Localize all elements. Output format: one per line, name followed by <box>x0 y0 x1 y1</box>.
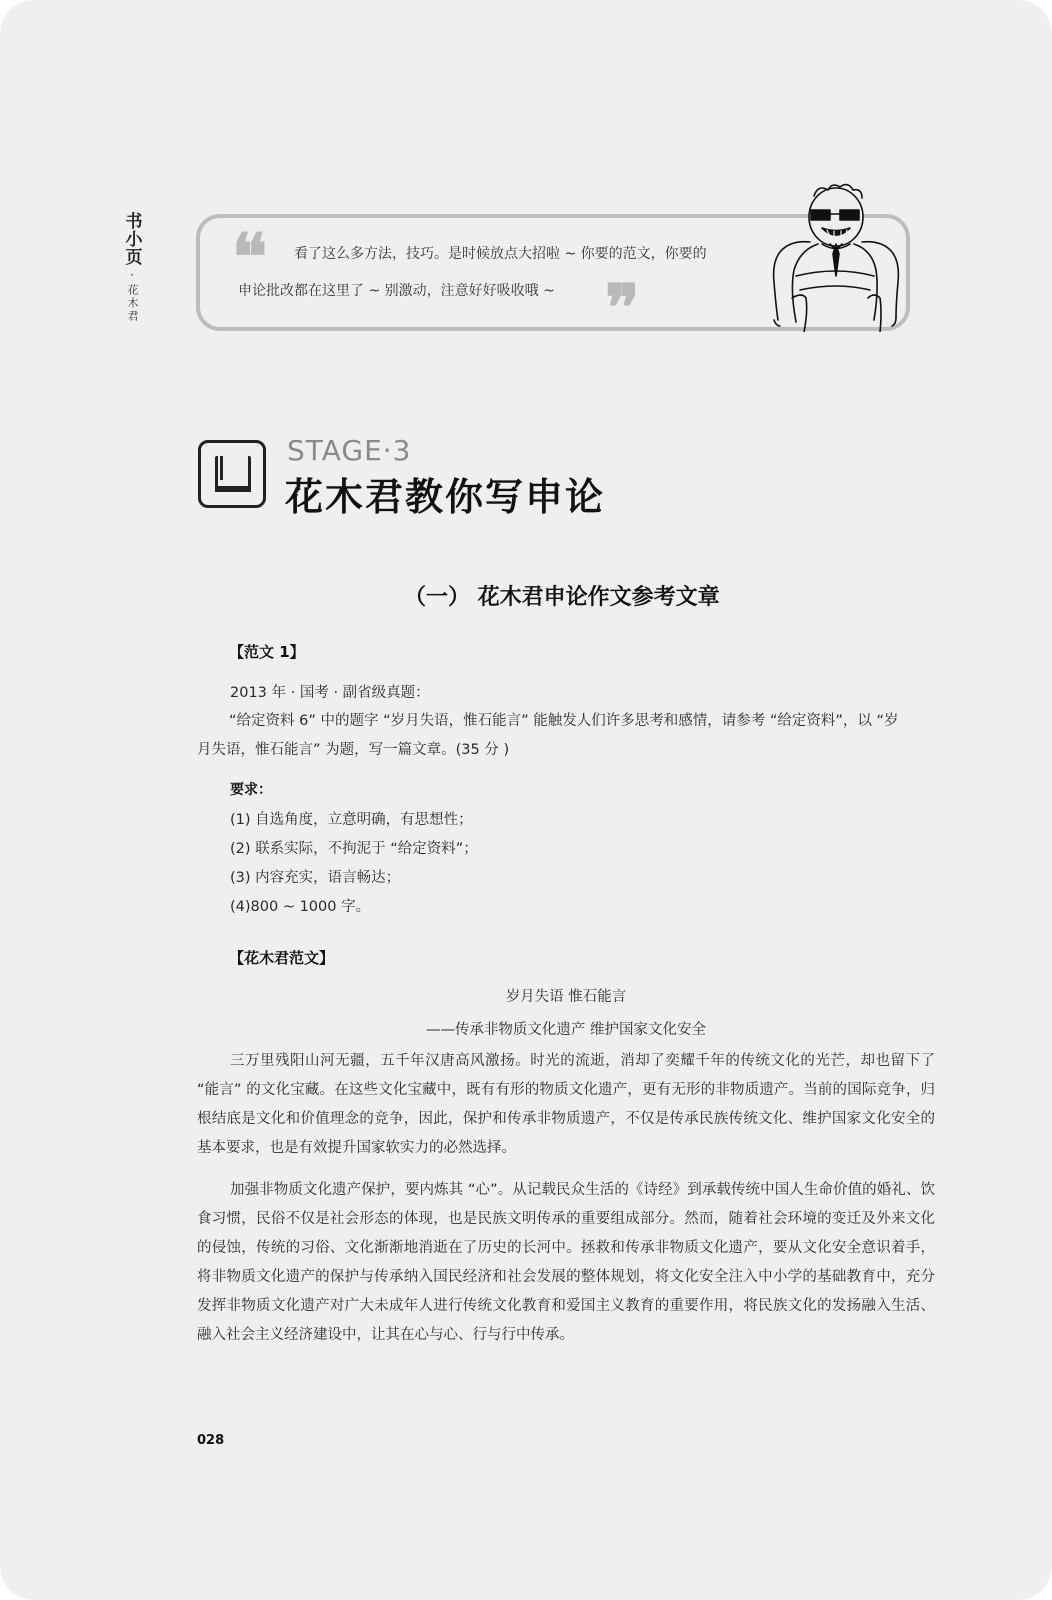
essay-paragraph-1: 三万里残阳山河无疆，五千年汉唐高风激扬。时光的流逝，消却了奕耀千年的传统文化的光芒，却也留下了 “能言” 的文化宝藏。在这些文化宝藏中，既有有形的物质文化遗产，更有无形的非物质遗产。当前的国际竞争，归根结底是文化和价值理念的竞争，因此，保护和传承非物质遗产，不仅是传承民族传统文化、维护国家文化安全的基本要求，也是有效提升国家软实力的必然选择。 <box>197 1053 935 1156</box>
book-icon <box>198 440 266 508</box>
model-essay-tag: 【花木君范文】 <box>229 949 335 967</box>
example-prompt-line-1: “给定资料 6” 中的题字 “岁月失语，惟石能言” 能触发人们许多思考和感情，请参考 “给定资料”，以 “岁 <box>229 713 899 729</box>
requirement-item-3: (3) 内容充实，语言畅达； <box>230 870 401 886</box>
bubble-text-line-1: 看了这么多方法，技巧。是时候放点大招啦 ~ 你要的范文，你要的 <box>294 246 707 262</box>
example-tag: 【范文 1】 <box>229 643 305 661</box>
side-brand-dot: · <box>130 268 134 282</box>
example-source: 2013 年 · 国考 · 副省级真题： <box>230 685 430 701</box>
essay-subtitle: ——传承非物质文化遗产 维护国家文化安全 <box>425 1022 707 1038</box>
stage-label: STAGE·3 <box>287 434 412 467</box>
example-prompt-line-2: 月失语，惟石能言” 为题，写一篇文章。(35 分 ) <box>197 742 510 758</box>
requirement-item-4: (4)800 ~ 1000 字。 <box>230 899 371 915</box>
essay-paragraph-2: 加强非物质文化遗产保护，要内炼其 “心”。从记载民众生活的《诗经》到承载传统中国人生命价值的婚礼、饮食习惯，民俗不仅是社会形态的体现，也是民族文明传承的重要组成部分。然而，随着社会环境的变迁及外来文化的侵蚀，传统的习俗、文化渐渐地消逝在了历史的长河中。拯救和传承非物质文化遗产，要从文化安全意识着手，将非物质文化遗产的保护与传承纳入国民经济和社会发展的整体规划，将文化安全注入中小学的基础教育中，充分发挥非物质文化遗产对广大未成年人进行传统文化教育和爱国主义教育的重要作用，将民族文化的发扬融入生活、融入社会主义经济建设中，让其在心与心、行与行中传承。 <box>197 1182 935 1343</box>
side-brand-title: 书小页 <box>121 212 142 266</box>
bubble-text-line-2: 申论批改都在这里了 ~ 别激动，注意好好吸收哦 ~ <box>238 283 555 299</box>
requirements-title: 要求： <box>230 782 272 798</box>
open-quote-icon: ❛❛ <box>232 220 262 295</box>
close-quote-icon: ❞ <box>605 271 634 346</box>
essay-title: 岁月失语 惟石能言 <box>505 989 627 1005</box>
requirement-item-2: (2) 联系实际，不拘泥于 “给定资料”； <box>230 841 478 857</box>
section-heading: （一） 花木君申论作文参考文章 <box>404 585 720 610</box>
stage-title: 花木君教你写申论 <box>285 475 606 519</box>
requirement-item-1: (1) 自选角度，立意明确，有思想性； <box>230 812 473 828</box>
page-number: 028 <box>197 1433 225 1448</box>
side-brand-author: 花木君 <box>126 284 139 323</box>
cartoon-character-illustration <box>770 180 910 332</box>
side-brand-mark <box>120 212 144 323</box>
